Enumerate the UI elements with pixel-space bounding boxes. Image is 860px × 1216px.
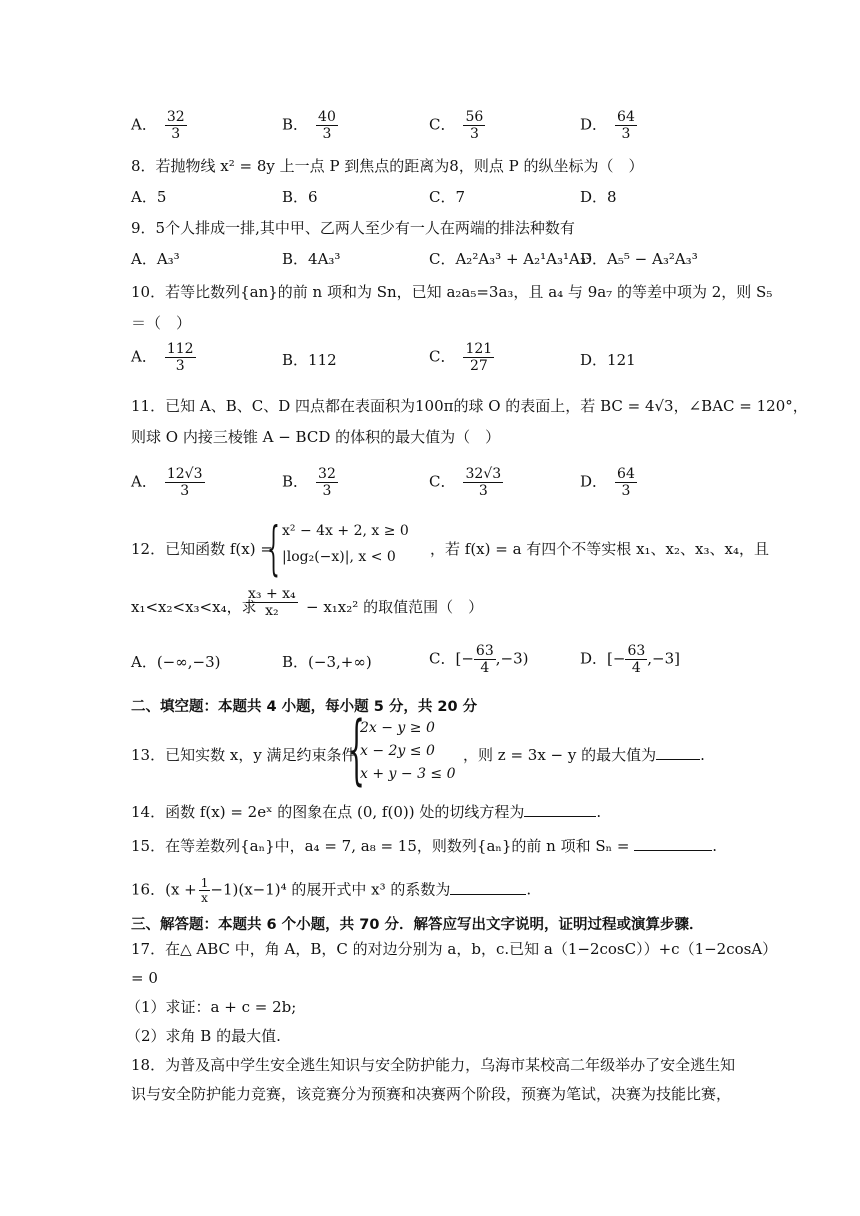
q15-stem: 15．在等差数列{aₙ}中，a₄ = 7, a₈ = 15，则数列{aₙ}的前 n 项和 Sₙ = .: [131, 837, 718, 855]
q8-stem: 8．若抛物线 x² = 8y 上一点 P 到焦点的距离为8，则点 P 的纵坐标为（ ）: [131, 157, 644, 175]
q11-option-c: C． $\frac{32√3}{3}$: [429, 466, 502, 499]
q12-option-b: B．(−3,+∞): [282, 653, 372, 671]
q7-option-d-fraction: $\frac{64}{3}$: [617, 109, 635, 142]
q7-option-c: C． $\frac{56}{3}$: [429, 109, 484, 142]
q16-stem: 16．(x + $\frac{1}{x}$ −1)(x−1)⁴ 的展开式中 x³ 的系数为 .: [131, 876, 532, 905]
q9-option-c: C．A₂²A₃³ + A₂¹A₃¹A₃³: [429, 250, 592, 268]
q8-option-a: A．5: [131, 188, 167, 206]
q15-answer-blank[interactable]: [634, 836, 712, 851]
q17-stem-line2: = 0: [131, 969, 158, 987]
q12-option-c: C．[− $\frac{63}{4}$ ,−3): [429, 643, 529, 676]
q10-option-a-fraction: $\frac{112}{3}$: [166, 341, 194, 374]
q18-stem-line1: 18．为普及高中学生安全逃生知识与安全防护能力，乌海市某校高二年级举办了安全逃生知: [131, 1056, 736, 1074]
q11-option-b-fraction: $\frac{32}{3}$: [318, 466, 336, 499]
q12-expression-fraction: $\frac{\text{x₃ + x₄}}{\text{x₂}}$: [248, 586, 296, 619]
q13-constraint-3: x + y − 3 ≤ 0: [360, 766, 456, 782]
q11-option-a: A． $\frac{12√3}{3}$: [131, 466, 203, 499]
q16-answer-blank[interactable]: [450, 880, 526, 895]
q11-option-d: D． $\frac{64}{3}$: [580, 466, 635, 499]
section-3-heading: 三、解答题：本题共 6 个小题，共 70 分．解答应写出文字说明，证明过程或演算步骤．: [131, 917, 704, 933]
q7-option-a-fraction: $\frac{32}{3}$: [166, 109, 185, 142]
q13-suffix: ，则 z = 3x − y 的最大值为 .: [463, 746, 705, 764]
q16-fraction: $\frac{1}{x}$: [200, 876, 209, 905]
q7-option-d: D． $\frac{64}{3}$: [580, 109, 635, 142]
q12-case-2: |log₂(−x)|, x < 0: [282, 549, 396, 565]
q7-option-a: A． $\frac{32}{3}$: [131, 109, 185, 142]
q13-answer-blank[interactable]: [656, 745, 700, 760]
q12-prefix: 12．已知函数 f(x) =: [131, 540, 273, 558]
q8-option-d: D．8: [580, 188, 617, 206]
q17-part-2: （2）求角 B 的最大值.: [126, 1027, 281, 1045]
q9-option-b: B．4A₃³: [282, 250, 341, 268]
q12-brace: {: [267, 514, 280, 582]
q12-option-d: D．[− $\frac{63}{4}$ ,−3]: [580, 643, 681, 676]
q11-option-a-fraction: $\frac{12√3}{3}$: [166, 466, 203, 499]
q12-suffix: ，若 f(x) = a 有四个不等实根 x₁、x₂、x₃、x₄，且: [430, 540, 769, 558]
q9-option-a: A．A₃³: [131, 250, 180, 268]
q10-stem-line1: 10．若等比数列{an}的前 n 项和为 Sn，已知 a₂a₅=3a₃，且 a₄ 与 9a₇ 的等差中项为 2，则 S₅: [131, 283, 773, 301]
q18-stem-line2: 识与安全防护能力竞赛，该竞赛分为预赛和决赛两个阶段，预赛为笔试，决赛为技能比赛，: [131, 1085, 732, 1103]
q12-line2-end: − x₁x₂² 的取值范围（ ）: [306, 598, 484, 616]
q10-option-a: A． $\frac{112}{3}$: [131, 341, 194, 374]
q10-option-c-fraction: $\frac{121}{27}$: [465, 341, 493, 374]
section-2-heading: 二、填空题：本题共 4 小题，每小题 5 分，共 20 分: [131, 699, 478, 715]
q12-case-1: x² − 4x + 2, x ≥ 0: [282, 523, 409, 539]
q10-option-c: C． $\frac{121}{27}$: [429, 341, 493, 374]
q11-stem-line2: 则球 O 内接三棱锥 A − BCD 的体积的最大值为（ ）: [131, 428, 501, 446]
q10-option-b: B．112: [282, 351, 337, 369]
q8-option-c: C．7: [429, 188, 466, 206]
q13-brace: {: [348, 704, 365, 793]
q11-stem-line1: 11．已知 A、B、C、D 四点都在表面积为100π的球 O 的表面上，若 BC = 4√3，∠BAC = 120°，: [131, 397, 808, 415]
q11-option-d-fraction: $\frac{64}{3}$: [617, 466, 635, 499]
q12-option-a: A．(−∞,−3): [131, 653, 221, 671]
q10-option-d: D．121: [580, 351, 636, 369]
q9-stem: 9．5个人排成一排,其中甲、乙两人至少有一人在两端的排法种数有: [131, 219, 575, 237]
q13-constraint-1: 2x − y ≥ 0: [360, 720, 435, 736]
q8-option-b: B．6: [282, 188, 318, 206]
q14-stem: 14．函数 f(x) = 2eˣ 的图象在点 (0, f(0)) 处的切线方程为 .: [131, 803, 602, 821]
q13-constraint-2: x − 2y ≤ 0: [360, 743, 435, 759]
q17-stem-line1: 17．在△ ABC 中，角 A，B，C 的对边分别为 a，b，c.已知 a（1−2cosC））+c（1−2cosA）: [131, 940, 778, 958]
q11-option-b: B． $\frac{32}{3}$: [282, 466, 336, 499]
q14-answer-blank[interactable]: [524, 802, 596, 817]
q13-prefix: 13．已知实数 x，y 满足约束条件: [131, 746, 357, 764]
q12-line2-start: x₁<x₂<x₃<x₄，求: [131, 598, 257, 616]
q7-option-b-fraction: $\frac{40}{3}$: [318, 109, 336, 142]
q11-option-c-fraction: $\frac{32√3}{3}$: [465, 466, 502, 499]
q17-part-1: （1）求证：a + c = 2b;: [126, 998, 297, 1016]
q9-option-d: D．A₅⁵ − A₃²A₃³: [580, 250, 698, 268]
q7-option-c-fraction: $\frac{56}{3}$: [465, 109, 484, 142]
q7-option-b: B． $\frac{40}{3}$: [282, 109, 336, 142]
q10-stem-line2: ＝（ ）: [131, 314, 192, 332]
